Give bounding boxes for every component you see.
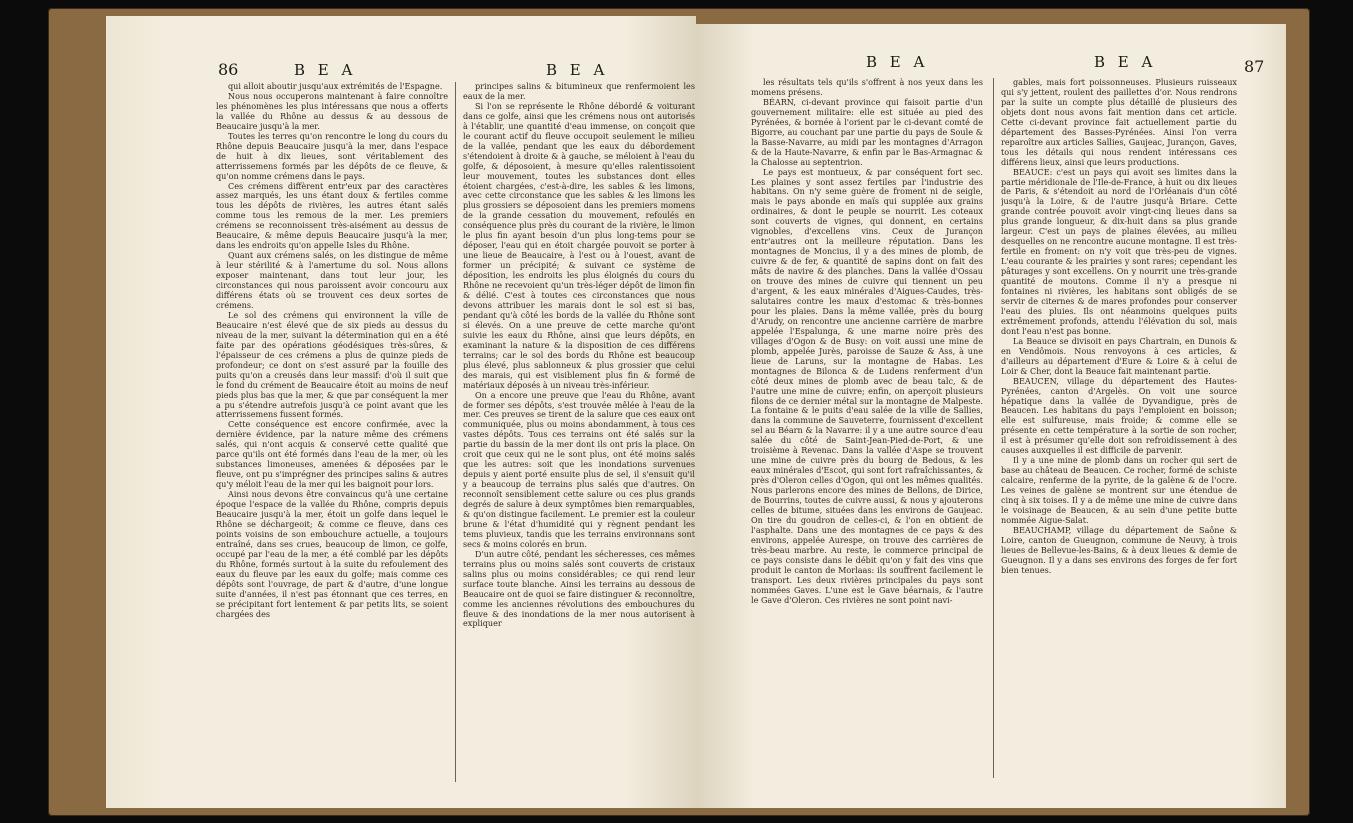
column-divider xyxy=(455,82,456,782)
left-page-number: 86 xyxy=(218,60,239,79)
paragraph: Toutes les terres qu'on rencontre le long du cours du Rhône depuis Beaucaire jusqu'à la mer, dans l'espace de huit à dix lieues, sont véritablement des atterrissemens formés par les dépôts de ce fleuve, & qu'on nomme crémens dans le pays. xyxy=(216,130,448,181)
paragraph: les résultats tels qu'ils s'offrent à nos yeux dans les momens présens. xyxy=(751,78,983,97)
paragraph: Ces crémens diffèrent entr'eux par des caractères assez marqués, les uns étant doux & fertiles comme tous les dépôts de rivières, les autres étant salés comme tous les remous de la mer. Les premiers crémens se reconnoissent très-aisément au dessus de Beaucaire, & même depuis Beaucaire jusqu'à la mer, dans les endroits qu'on appelle Isles du Rhône. xyxy=(216,180,448,251)
right-page-number: 87 xyxy=(1244,57,1265,76)
paragraph: Le pays est montueux, & par conséquent fort sec. Les plaines y sont assez fertiles par l'industrie des habitans. On n'y seme guère de froment ni de seigle, mais le pays abonde en maïs qui supplée aux grains ordinaires, & dont le peuple se nourrit. Les coteaux sont couverts de vignes, qui donnent, en certains vignobles, d'excellens vins. Ceux de Jurançon entr'autres ont la meilleure réputation. Dans les montagnes de Moncius, il y a des mines de plomb, de cuivre & de fer, & quantité de sapins dont on fait des mâts de navire & des planches. Dans la vallée d'Ossau on trouve des mines de cuivre qui tiennent un peu d'argent, & les eaux minérales d'Aigues-Caudes, très-salutaires contre les maux d'estomac & très-bonnes pour les plaies. Dans la même vallée, près du bourg d'Arudy, on rencontre une ancienne carrière de marbre appelée l'Espalunga, & une marne noire près des villages d'Ogon & de Busy: on voit aussi une mine de plomb, appelée Jurès, paroisse de Sauze & Ass, à une lieue de Laruns, sur la montagne de Habas. Les montagnes de Bilonca & de Ludens renferment d'un côté deux mines de plomb avec de beau talc, & de l'autre une mine de cuivre; enfin, on aperçoit plusieurs filons de ce dernier métal sur la montagne de Malpeste. La fontaine & le puits d'eau salée de la ville de Sallies, dans la commune de Sauveterre, fournissent d'excellent sel au Béarn & la Navarre: il y a une autre source d'eau salée du côté de Saint-Jean-Pied-de-Port, & une troisième à Revenac. Dans la vallée d'Aspe se trouvent une mine de cuivre près du bourg de Bedous, & les eaux minérales d'Escot, qui sont fort rafraîchissantes, & près d'Oleron celles d'Ogon, qui ont les mêmes qualités. Nous parlerons encore des mines de Bellons, de Dirice, de Bourrins, toutes de cuivre aussi, & nous y ajouterons celles de bitume, situées dans les environs de Gaujeac. On tire du goudron de celles-ci, & l'on en obtient de l'asphalte. Dans une des montagnes de ce pays & des environs, appelée Aurespe, on trouve des carrières de très-beau marbre. Au reste, le commerce principal de ce pays consiste dans le débit qu'on y fait des vins que produit le canton de Morlaas: ils souffrent facilement le transport. Les deux rivières principales du pays sont nommées Gaves. L'une est le Gave béarnais, & l'autre le Gave d'Oleron. Ces rivières ne sont point navi- xyxy=(751,166,983,605)
paragraph: Nous nous occuperons maintenant à faire connoître les phénomènes les plus intéressans que nous a offerts la vallée du Rhône au dessus & au dessous de Beaucaire jusqu'à la mer. xyxy=(216,90,448,131)
paragraph: Cette conséquence est encore confirmée, avec la dernière évidence, par la nature même des crémens salés, qui n'ont acquis & conservé cette qualité que parce qu'ils ont été formés dans l'eau de la mer, où les substances limoneuses, amenées & déposées par le fleuve, ont pu s'imprégner des principes salins & autres qu'y méloit l'eau de la mer qui les baignoit pour lors. xyxy=(216,419,448,490)
paragraph: La Beauce se divisoit en pays Chartrain, en Dunois & en Vendômois. Nous renvoyons à ces articles, & d'ailleurs au département d'Eure & Loire & à celui de Loir & Cher, dont la Beauce fait maintenant partie. xyxy=(1001,335,1237,376)
left-column-1 xyxy=(216,82,448,802)
right-running-head-1: B E A xyxy=(866,53,929,71)
paragraph: Quant aux crémens salés, on les distingue de même à leur stérilité & à l'amertume du sol. Nous allons exposer maintenant, dans tout leur jour, les circonstances qui nous paroissent avoir concouru aux différens états où se trouvent ces deux sortes de crémens. xyxy=(216,250,448,310)
paragraph: Il y a une mine de plomb dans un rocher qui sert de base au château de Beaucen. Ce rocher, formé de schiste calcaire, renferme de la pyrite, de la galène & de l'ocre. Les veines de galène se montrent sur une étendue de cinq à six toises. Il y a de même une mine de cuivre dans le voisinage de Beaucen, & au sein d'une petite butte nommée Aigue-Salat. xyxy=(1001,455,1237,525)
paragraph: Ainsi nous devons être convaincus qu'à une certaine époque l'espace de la vallée du Rhône, compris depuis Beaucaire jusqu'à la mer, étoit un golfe dans lequel le Rhône se déchargeoit; & comme ce fleuve, dans ces points voisins de son embouchure actuelle, a toujours entraîné, dans ses crues, beaucoup de limon, ce golfe, occupé par l'eau de la mer, a été comblé par les dépôts du Rhône, formés surtout à la suite du refoulement des eaux du fleuve par les eaux du golfe; mais comme ces dépôts sont l'ouvrage, de part & d'autre, d'une longue suite d'années, il n'est pas étonnant que ces terres, en se précipitant fort lentement & par petits lits, se soient chargées des xyxy=(216,489,448,619)
left-column-2 xyxy=(463,82,695,802)
paragraph: BEAUCEN, village du département des Hautes-Pyrénées, canton d'Argelès. On voit une source hépatique dans la vallée de Dyvandigue, près de Beaucen. Les habitans du pays l'emploient en boisson; elle est sulfureuse, mais froide; & comme elle se présente en cette température à la sortie de son rocher, il est à présumer qu'elle doit son refroidissement à des causes auxquelles il est difficile de parvenir. xyxy=(1001,375,1237,456)
left-running-head-2: B E A xyxy=(546,61,609,79)
paragraph: BEAUCHAMP, village du département de Saône & Loire, canton de Gueugnon, commune de Neuvy, à trois lieues de Bellevue-les-Bains, & à deux lieues & demie de Gueugnon. Il y a dans ses environs des forges de fer fort bien tenues. xyxy=(1001,524,1237,575)
paragraph: On a encore une preuve que l'eau du Rhône, avant de former ses dépôts, s'est trouvée mêlée à l'eau de la mer. Ces preuves se tirent de la salure que ces eaux ont communiquée, plus ou moins abondamment, à tous ces vastes dépôts. Tous ces terrains ont été salés sur la partie du bassin de la mer dont ils ont pris la place. On croit que ceux qui ne le sont plus, ont été moins salés que les autres: soit que les inondations survenues depuis y aient porté ensuite plus de sel, il s'ensuit qu'il y a beaucoup de terrains plus salés que d'autres. On reconnoît sensiblement cette salure ou ces plus grands degrés de salure à deux symptômes bien remarquables, & qu'on distingue facilement. Le premier est la couleur brune & l'état d'humidité qui y règnent pendant les tems pluvieux, tandis que les terrains environnans sont secs & moins colorés en brun. xyxy=(463,389,695,549)
paragraph: D'un autre côté, pendant les sécheresses, ces mêmes terrains plus ou moins salés sont couverts de cristaux salins plus ou moins considérables; ce qui rend leur surface toute blanche. Ainsi les terrains au dessous de Beaucaire ont de quoi se faire distinguer & reconnoître, comme les anciennes révolutions des embouchures du fleuve & des inondations de la mer nous autorisent à expliquer xyxy=(463,548,695,629)
right-page xyxy=(696,24,1286,808)
paragraph: Le sol des crémens qui environnent la ville de Beaucaire n'est élevé que de six pieds au dessus du niveau de la mer, suivant la détermination qui en a été faite par des opérations géodésiques très-sûres, & l'épaisseur de ces crémens a plus de quinze pieds de profondeur; ce dont on s'est assuré par la fouille des puits qu'on a creusés dans leur massif: d'où il suit que le fond du crément de Beaucaire étoit au moins de neuf pieds plus bas que la mer, & que par conséquent la mer a pu s'étendre autrefois jusqu'à ce point avant que les atterrissemens fussent formés. xyxy=(216,309,448,420)
column-divider xyxy=(993,78,994,778)
paragraph: gables, mais fort poissonneuses. Plusieurs ruisseaux qui s'y jettent, roulent des paillettes d'or. Nous rendrons par la suite un compte plus détaillé de plusieurs des objets dont nous avons fait mention dans cet article. Cette ci-devant province fait actuellement partie du département des Basses-Pyrénées. Ainsi l'on verra reparoître aux articles Sallies, Gaujeac, Jurançon, Gaves, tous les détails qui nous rendent intéressans ces différens lieux, ainsi que leurs productions. xyxy=(1001,78,1237,167)
left-running-head-1: B E A xyxy=(294,61,357,79)
paragraph: BÉARN, ci-devant province qui faisoit partie d'un gouvernement militaire: elle est située au pied des Pyrénées, & bornée à l'orient par le ci-devant comté de Bigorre, au couchant par une partie du pays de Soule & la Basse-Navarre, au midi par les montagnes d'Arragon & de la Haute-Navarre, & enfin par le Bas-Armagnac & la Chalosse au septentrion. xyxy=(751,96,983,167)
paragraph: BEAUCE: c'est un pays qui avoit ses limites dans la partie méridionale de l'Ile-de-France, à huit ou dix lieues de Paris, & s'étendoit au nord de l'Orléanais d'un côté jusqu'à la Loire, & de l'autre jusqu'à Briare. Cette grande contrée pouvoit avoir vingt-cinq lieues dans sa plus grande longueur, & dix-huit dans sa plus grande largeur. C'est un pays de plaines élevées, au milieu desquelles on ne rencontre aucune montagne. Il est très-fertile en froment: on n'y voit que très-peu de vignes. L'eau courante & les prairies y sont rares; cependant les pâturages y sont excellens. On y nourrit une très-grande quantité de moutons. Comme il n'y a presque ni fontaines ni rivières, les habitans sont obligés de se servir de citernes & de mares profondes pour conserver l'eau des pluies. Ils ont néanmoins quelques puits extrêmement profonds, attendu l'élévation du sol, mais dont l'eau n'est pas bonne. xyxy=(1001,166,1237,336)
left-page xyxy=(106,16,696,808)
right-column-1 xyxy=(751,78,983,798)
paragraph: Si l'on se représente le Rhône débordé & voiturant dans ce golfe, ainsi que les crémens nous ont autorisés à l'établir, une quantité d'eau immense, on conçoit que le courant actif du fleuve occupoit seulement le milieu de la vallée, pendant que les eaux du débordement s'étendoient à droite & à gauche, se méloient à l'eau du golfe, & déposoient, à mesure qu'elles ralentissoient leur mouvement, toutes les substances dont elles étoient chargées, c'est-à-dire, les sables & les limons, avec cette circonstance que les sables & les limons les plus grossiers se déposoient dans les premiers momens de la grande cessation du mouvement, refoulés en conséquence plus près du courant de la rivière, le limon le plus fin ayant besoin d'un plus long-tems pour se déposer, l'eau qui en étoit chargée pouvoit se porter à une lieue de Beaucaire, à l'est ou à l'ouest, avant de former un précipité; & suivant ce système de déposition, les endroits les plus éloignés du cours du Rhône ne recevoient qu'un très-léger dépôt de limon fin & délié. C'est à toutes ces circonstances que nous devons attribuer les marais dont le sol est si bas, pendant qu'à côté les bords de la vallée du Rhône sont si élevés. On a une preuve de cette marche qu'ont suivie les eaux du Rhône, ainsi que leurs dépôts, en examinant la nature & la disposition de ces différens terrains; car le sol des bords du Rhône est beaucoup plus élevé, plus sablonneux & plus grossier que celui des marais, qui est visiblement plus fin & formé de matériaux déposés à un niveau très-inférieur. xyxy=(463,100,695,390)
right-column-2 xyxy=(1001,78,1237,798)
paragraph: principes salins & bitumineux que renfermoient les eaux de la mer. xyxy=(463,82,695,101)
paragraph: qui alloit aboutir jusqu'aux extrémités de l'Espagne. xyxy=(228,82,443,91)
right-running-head-2: B E A xyxy=(1094,53,1157,71)
